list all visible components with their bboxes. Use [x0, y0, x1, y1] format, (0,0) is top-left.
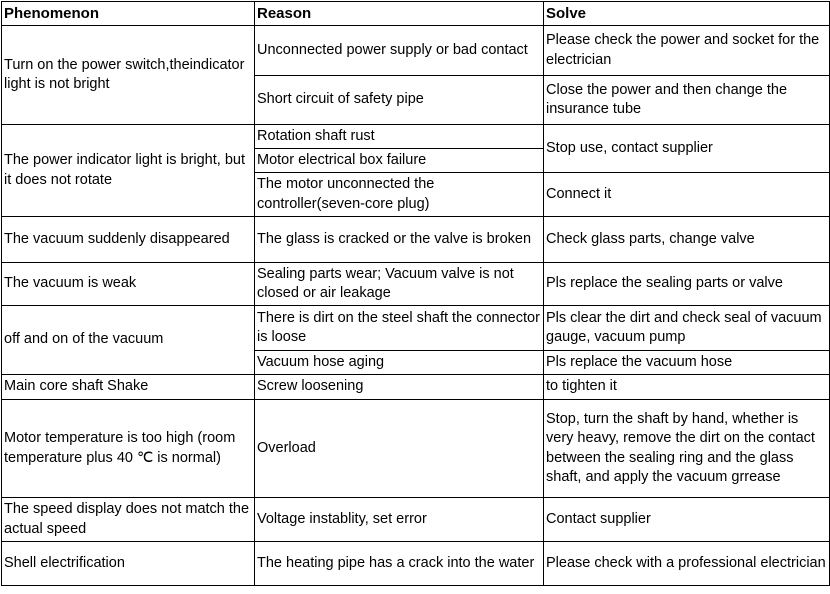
solve-text: Pls replace the vacuum hose: [546, 353, 733, 370]
header-solve: Solve: [544, 2, 830, 26]
solve-text: Pls clear the dirt and check seal of vacuum gauge, vacuum pump: [546, 309, 822, 345]
phenomenon-text: Shell electrification: [4, 554, 125, 571]
solve-text: Stop use, contact supplier: [546, 139, 713, 156]
phenomenon-cell: [2, 217, 255, 263]
solve-cell: [544, 375, 830, 400]
reason-cell: [255, 149, 544, 173]
reason-cell: [255, 76, 544, 125]
table-row: [2, 26, 830, 76]
table-row: [2, 400, 830, 498]
solve-text: Stop, turn the shaft by hand, whether is very heavy, remove the dirt on the contact between the sealing ring and the glass shaft, and apply the vacuum grrease: [546, 410, 815, 485]
solve-text: to tighten it: [546, 378, 617, 395]
solve-text: Pls replace the sealing parts or valve: [546, 275, 783, 292]
reason-cell: [255, 351, 544, 375]
reason-text: The heating pipe has a crack into the water: [257, 554, 535, 571]
phenomenon-cell: [2, 125, 255, 217]
phenomenon-cell: [2, 306, 255, 375]
reason-cell: [255, 217, 544, 263]
solve-text: Contact supplier: [546, 510, 651, 527]
solve-cell: [544, 351, 830, 375]
reason-cell: [255, 306, 544, 351]
phenomenon-cell: [2, 263, 255, 306]
solve-cell: [544, 400, 830, 498]
reason-cell: [255, 173, 544, 217]
reason-cell: [255, 400, 544, 498]
solve-cell: [544, 542, 830, 586]
solve-cell: [544, 76, 830, 125]
phenomenon-cell: [2, 26, 255, 125]
table-row: [2, 498, 830, 542]
phenomenon-text: The power indicator light is bright, but it does not rotate: [4, 152, 245, 188]
reason-cell: [255, 375, 544, 400]
reason-text: There is dirt on the steel shaft the connector is loose: [257, 309, 540, 345]
solve-cell: [544, 125, 830, 173]
header-reason: Reason: [255, 2, 544, 26]
table-row: [2, 542, 830, 586]
reason-text: Motor electrical box failure: [257, 151, 427, 168]
solve-text: Close the power and then change the insurance tube: [546, 81, 788, 117]
solve-cell: [544, 217, 830, 263]
reason-text: The motor unconnected the controller(seven-core plug): [257, 176, 435, 212]
solve-cell: [544, 498, 830, 542]
solve-cell: [544, 263, 830, 306]
phenomenon-text: off and on of the vacuum: [4, 331, 164, 348]
header-phenomenon: Phenomenon: [2, 2, 255, 26]
phenomenon-text: Main core shaft Shake: [4, 378, 149, 395]
reason-text: Vacuum hose aging: [257, 353, 385, 370]
solve-cell: [544, 173, 830, 217]
solve-cell: [544, 26, 830, 76]
table-row: [2, 375, 830, 400]
reason-cell: [255, 498, 544, 542]
reason-text: Short circuit of safety pipe: [257, 91, 424, 108]
phenomenon-cell: [2, 400, 255, 498]
reason-cell: [255, 263, 544, 306]
reason-text: Overload: [257, 439, 316, 456]
table-row: [2, 217, 830, 263]
header-row: [2, 2, 830, 26]
table-row: [2, 263, 830, 306]
phenomenon-cell: [2, 542, 255, 586]
reason-text: Voltage instablity, set error: [257, 510, 427, 527]
solve-text: Connect it: [546, 185, 612, 202]
solve-text: Check glass parts, change valve: [546, 230, 755, 247]
phenomenon-text: Turn on the power switch,theindicator light is not bright: [4, 56, 245, 92]
phenomenon-text: The speed display does not match the actual speed: [4, 501, 250, 537]
reason-text: Screw loosening: [257, 378, 364, 395]
phenomenon-text: Motor temperature is too high (room temperature plus 40 ℃ is normal): [4, 430, 236, 466]
phenomenon-cell: [2, 375, 255, 400]
solve-text: Please check the power and socket for the electrician: [546, 32, 820, 68]
solve-cell: [544, 306, 830, 351]
reason-text: Sealing parts wear; Vacuum valve is not closed or air leakage: [257, 265, 514, 301]
reason-text: Unconnected power supply or bad contact: [257, 41, 528, 58]
reason-cell: [255, 125, 544, 149]
reason-cell: [255, 26, 544, 76]
table-row: [2, 306, 830, 351]
phenomenon-text: The vacuum is weak: [4, 275, 137, 292]
solve-text: Please check with a professional electrician: [546, 554, 826, 571]
phenomenon-cell: [2, 498, 255, 542]
phenomenon-text: The vacuum suddenly disappeared: [4, 230, 230, 247]
reason-text: Rotation shaft rust: [257, 127, 375, 144]
troubleshooting-table: [1, 1, 830, 586]
reason-text: The glass is cracked or the valve is broken: [257, 230, 532, 247]
reason-cell: [255, 542, 544, 586]
table-row: [2, 125, 830, 149]
